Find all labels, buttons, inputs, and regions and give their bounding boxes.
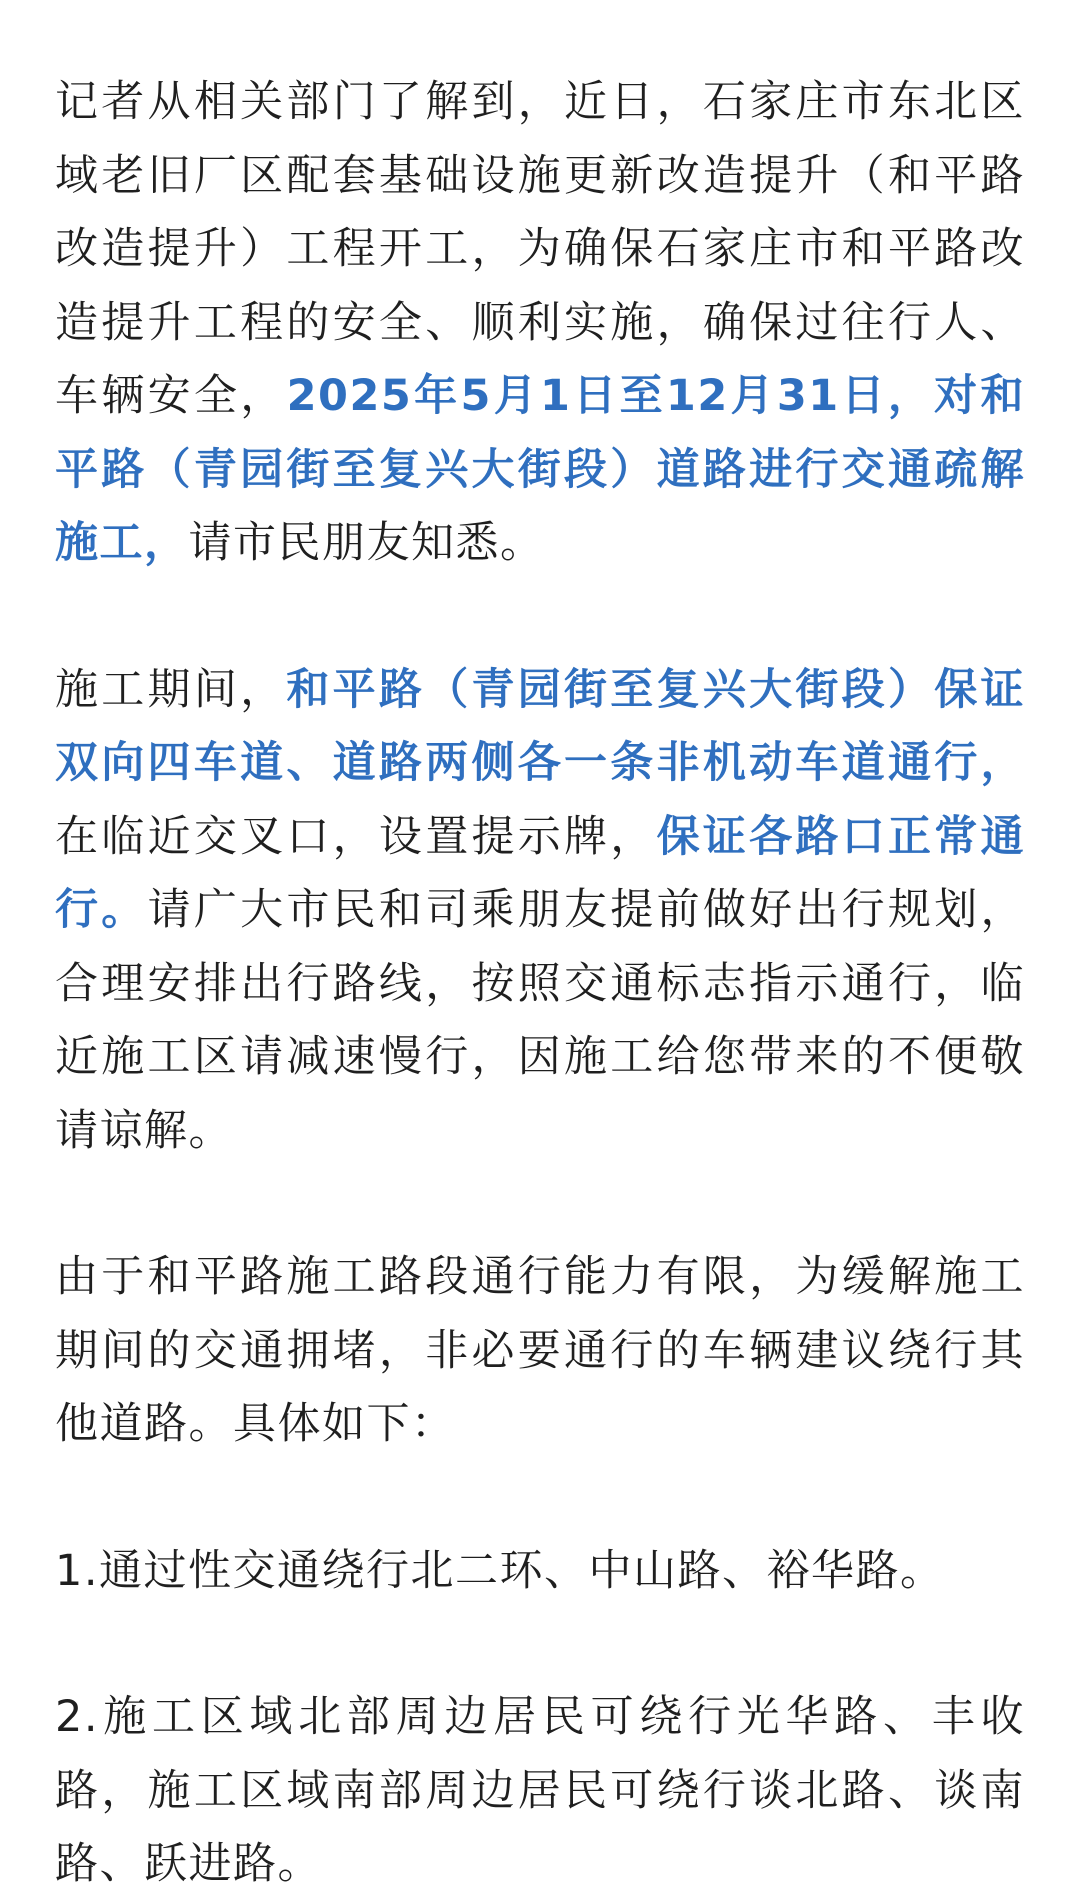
paragraph-announcement — [55, 66, 1025, 581]
paragraph-text: 施工期间， — [55, 664, 287, 715]
paragraph-construction-period — [55, 654, 1025, 1169]
paragraph-text: 请广大市民和司乘朋友提前做好出行规划，合理安排出行路线，按照交通标志指示通行，临近施工区请减速慢行，因施工给您带来的不便敬请谅解。 — [55, 885, 1026, 1156]
paragraph-detour-intro: 由于和平路施工路段通行能力有限，为缓解施工期间的交通拥堵，非必要通行的车辆建议绕行其他道路。具体如下： — [55, 1252, 1025, 1449]
detour-item-1: 1.通过性交通绕行北二环、中山路、裕华路。 — [55, 1545, 945, 1596]
highlighted-intersections: 保证各路口正常通行。 — [55, 811, 1026, 935]
paragraph-text: 请市民朋友知悉。 — [188, 518, 545, 568]
highlighted-lanes: 和平路（青园街至复兴大街段）保证双向四车道、道路两侧各一条非机动车道通行， — [55, 664, 1025, 788]
paragraph-text: 在临近交叉口，设置提示牌， — [55, 811, 657, 862]
detour-item-2: 2.施工区域北部周边居民可绕行光华路、丰收路，施工区域南部周边居民可绕行谈北路、谈南路、跃进路。 — [55, 1692, 1025, 1889]
highlighted-schedule: 2025年5月1日至12月31日，对和平路（青园街至复兴大街段）道路进行交通疏解施工， — [55, 371, 1026, 568]
paragraph-text: 记者从相关部门了解到，近日，石家庄市东北区域老旧厂区配套基础设施更新改造提升（和平路改造提升）工程开工，为确保石家庄市和平路改造提升工程的安全、顺利实施，确保过往行人、车辆安全， — [55, 77, 1025, 421]
